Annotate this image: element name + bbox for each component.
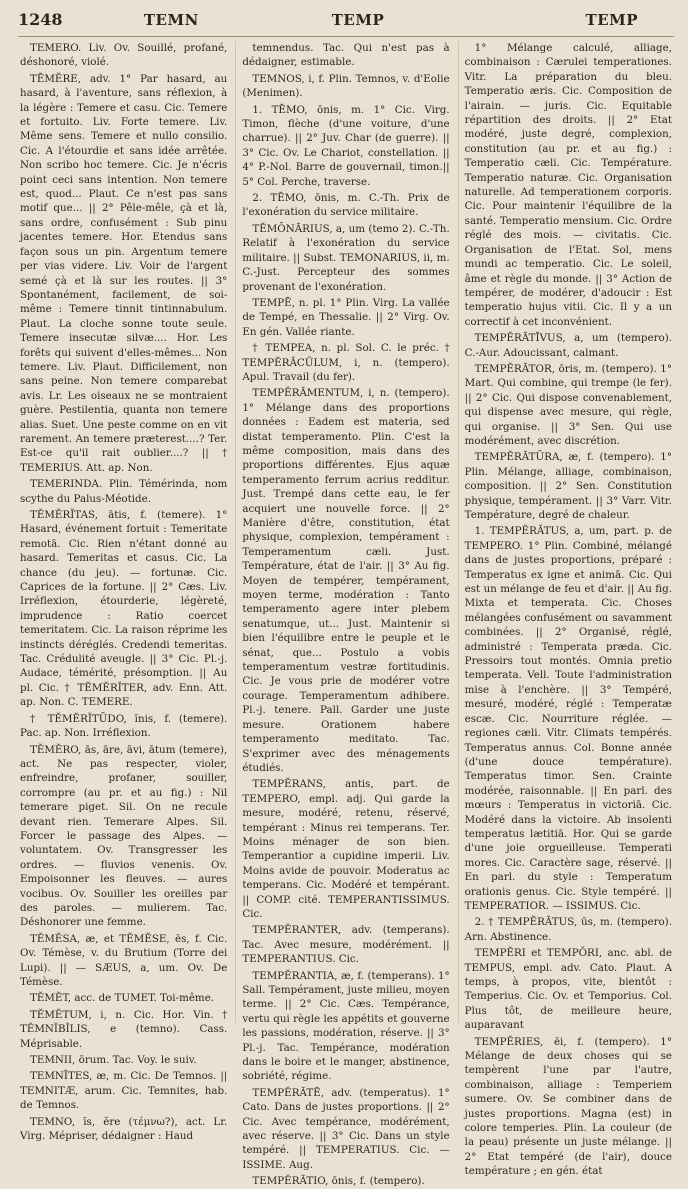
dictionary-entry: TEMPĔRANS, antis, part. de TEMPERO, empl. adj. Qui garde la mesure, modéré, retenu, réservé, tempérant : Minus rei temperans. Ter. Moins ménager de son bien. Temperantior a cupidine imperii. Liv. Moins avide de pouvoir. Moderatus ac temperans. Cic. Modéré et tempérant. || COMP. cité. TEMPERANTISSIMUS. Cic.: [242, 778, 450, 920]
left-headword: TEMN: [143, 11, 199, 29]
column-middle: [235, 41, 451, 1188]
dictionary-entry: TEMPĔRĀTŪRA, æ, f. (tempero). 1° Plin. Mélange, alliage, combinaison, composition. || 2° Sen. Constitution physique, tempérament. || 3° Varr. Vitr. Température, degré de chaleur.: [464, 451, 672, 521]
dictionary-entry: TEMPĔRANTIA, æ, f. (temperans). 1° Sall. Tempérament, juste milieu, moyen terme. || 2° Cic. Cæs. Tempérance, vertu qui règle les appétits et gouverne les passions, modération, réserve. || 3° Pl.-j. Tac. Tempérance, modération dans le boire et le manger, abstinence, sobriété, régime.: [242, 969, 450, 1083]
page-header: [18, 10, 674, 37]
dictionary-entry: TĒMĔRE, adv. 1° Par hasard, au hasard, à l'aventure, sans réflexion, à la légère : Temere et casu. Cic. Temere et fortuito. Liv. Forte temere. Liv. Même sens. Temere et nullo consilio. Cic. A l'étourdie et sans idée arrêtée. Non scribo hoc temere. Cic. Je n'écris point ceci sans intention. Non temere est, quod... Plaut. Ce n'est pas sans motif que... || 2° Pêle-mêle, çà et là, sans ordre, confusément : Sub pinu jacentes temere. Hor. Etendus sans façon sous un pin. Argentum temere per vias videre. Liv. Voir de l'argent semé çà et là sur les routes. || 3° Spontanément, facilement, de soi-même : Temere tinnit tintinnabulum. Plaut. La cloche sonne toute seule. Temere insecutæ silvæ.... Hor. Les forêts qui suivent d'elles-mêmes... Non temere. Liv. Plaut. Difficilement, non sans peine. Non temere comparebat avis. Lr. Les oiseaux ne se montraient guère. Pestilentia, quanta non temere alias. Suet. Une peste comme on en vit rarement. An temere præterest....? Ter. Est-ce qu'il rait oublier....? || † TEMERIUS. Att. ap. Non.: [20, 72, 228, 474]
dictionary-entry: † TEMPEA, n. pl. Sol. C. le préc. † TEMPĔRĀCŬLUM, i, n. (tempero). Apul. Travail (du fer).: [242, 342, 450, 383]
dictionary-entry: TEMPĔRĀTIO, ōnis, f. (tempero).: [252, 1175, 425, 1188]
dictionary-entry: TEMPĔRIES, ēi, f. (tempero). 1° Mélange de deux choses qui se tempèrent l'une par l'autre, combinaison, alliage : Temperiem sumere. Ov. Se combiner dans de justes proportions. Magna (est) in colore temperies. Plin. La couleur (de la peau) présente un juste mélange. || 2° Etat tempéré (de l'air), douce température ; en gén. état: [464, 1035, 672, 1178]
dictionary-entry: TĔMĔSA, æ, et TĔMĔSE, ēs, f. Cic. Ov. Témèse, v. du Brutium (Torre dei Lupi). || — SÆUS, a, um. Ov. De Témèse.: [20, 932, 228, 988]
dictionary-entry: TEMPĔRĀMENTUM, i, n. (tempero). 1° Mélange dans des proportions données : Eadem est materia, sed distat temperamento. Plin. C'est la même composition, mais dans des proportions différentes. Ejus aquæ temperamento ferrum acrius redditur. Just. Trempé dans cette eau, le fer acquiert une nouvelle force. || 2° Manière d'être, constitution, état physique, complexion, tempérament : Temperamentum cæli. Just. Température, état de l'air. || 3° Au fig. Moyen de tempérer, tempérament, moyen terme, modération : Tanto temperamento agere inter plebem senatumque, ut... Just. Maintenir si bien l'équilibre entre le peuple et le sénat, que... Postulo a vobis temperamentum vestræ fortitudinis. Cic. Je vous prie de modérer votre courage. Temperamentum adhibere. Pl.-j. tenere. Pall. Garder une juste mesure. Orationem habere temperamento meditato. Tac. S'exprimer avec des ménagements étudiés.: [242, 387, 450, 774]
dictionary-entry: TEMPĔRĀTĪVUS, a, um (tempero). C.-Aur. Adoucissant, calmant.: [464, 332, 672, 359]
column-right: [458, 41, 674, 1178]
dictionary-entry: TEMNO, ĭs, ĕre (τέμνω?), act. Lr. Virg. Mépriser, dédaigner : Haud: [20, 1115, 228, 1143]
dictionary-entry: TĔMĔT, acc. de TUMET. Toi-même.: [30, 992, 215, 1005]
dictionary-entry: 2. TĒMO, ōnis, m. C.-Th. Prix de l'exonération du service militaire.: [242, 192, 450, 219]
dictionary-entry: 2. † TEMPĔRĀTUS, ūs, m. (tempero). Arn. Abstinence.: [464, 916, 672, 943]
dictionary-entry: 1. TĒMO, ōnis, m. 1° Cic. Virg. Timon, flèche (d'une voiture, d'une charrue). || 2° Juv. Char (de guerre). || 3° Cic. Ov. Le Chariot, constellation. || 4° P.-Nol. Barre de gouvernail, timon.|| 5° Col. Perche, traverse.: [242, 103, 450, 188]
dictionary-entry: temnendus. Tac. Qui n'est pas à dédaigner, estimable.: [242, 42, 450, 69]
dictionary-entry: TEMERO. Liv. Ov. Souillé, profané, déshonoré, violé.: [20, 42, 228, 69]
dictionary-entry: TĒMŌNĀRIUS, a, um (temo 2). C.-Th. Relatif à l'exonération du service militaire. || Subst. TEMONARIUS, ii, m. C.-Just. Percepteur des sommes provenant de l'exonération.: [242, 222, 450, 293]
columns: [18, 41, 674, 1188]
dictionary-entry: 1. TEMPĔRĀTUS, a, um, part. p. de TEMPERO. 1° Plin. Combiné, mélangé dans de justes proportions, préparé : Temperatus ex igne et animā. Cic. Qui est un mélange de feu et d'air. || Au fig. Mixta et temperata. Cic. Choses mélangées confusément ou savamment combinées. || 2° Organisé, réglé, administré : Temperata præda. Cic. Pressoirs tout montés. Omnia pretio temperata. Vell. Toute l'administration mise à l'enchère. || 3° Tempéré, mesuré, modéré, réglé : Temperatæ escæ. Cic. Nourriture réglée. — regiones cæli. Vitr. Climats tempérés. Temperatus annus. Col. Bonne année (d'une douce température). Temperatus timor. Sen. Crainte modérée, raisonnable. || En parl. des mœurs : Temperatus in victoriā. Cic. Modéré dans la victoire. Ab insolenti temperatus lætitiā. Hor. Qui se garde d'une joie orgueilleuse. Temperati mores. Cic. Caractère sage, réservé. || En parl. du style : Temperatum orationis genus. Cic. Style tempéré. || TEMPERATIOR. — ISSIMUS. Cic.: [464, 525, 672, 912]
dictionary-entry: TĔMĔTUM, i, n. Cic. Hor. Vin. † TĔMNĬBĬLIS, e (temno). Cass. Méprisable.: [20, 1008, 228, 1050]
dictionary-entry: † TĔMĔRĬTŪDO, ĭnis, f. (temere). Pac. ap. Non. Irréflexion.: [20, 712, 228, 740]
dictionary-entry: TEMPĔRĀTOR, ōris, m. (tempero). 1° Mart. Qui combine, qui trempe (le fer). || 2° Cic. Qui dispose convenablement, qui dispense avec mesure, qui règle, qui organise. || 3° Sen. Qui use modérément, avec discrétion.: [464, 362, 672, 447]
dictionary-entry: TEMERINDA. Plin. Témérinda, nom scythe du Palus-Méotide.: [20, 478, 228, 505]
dictionary-entry: TEMPĔRANTER, adv. (temperans). Tac. Avec mesure, modérément. || TEMPERANTIUS. Cic.: [242, 924, 450, 966]
dictionary-entry: TEMNĪTES, æ, m. Cic. De Temnos. || TEMNITÆ, arum. Cic. Temnites, hab. de Temnos.: [20, 1070, 228, 1112]
dictionary-entry: TEMPĒ, n. pl. 1° Plin. Virg. La vallée de Tempé, en Thessalie. || 2° Virg. Ov. En gén. Vallée riante.: [242, 296, 450, 338]
center-headword: TEMP: [331, 11, 385, 29]
dictionary-entry: TĔMĔRO, ās, āre, āvi, ātum (temere), act. Ne pas respecter, violer, enfreindre, profaner, souiller, corrompre (au pr. et au fig.) : Nil temerare piget. Sil. On ne recule devant rien. Temerare Alpes. Sil. Forcer le passage des Alpes. — voluntatem. Ov. Transgresser les ordres. — fluvios venenis. Ov. Empoisonner les fleuves. — aures vocibus. Ov. Souiller les oreilles par des paroles. — mulierem. Tac. Déshonorer une femme.: [20, 743, 228, 929]
dictionary-entry: TEMPĔRI et TEMPŎRI, anc. abl. de TEMPUS, empl. adv. Cato. Plaut. A temps, à propos, vite, bientôt : Temperius. Cic. Ov. et Temporius. Col. Plus tôt, de meilleure heure, auparavant: [464, 947, 672, 1032]
dictionary-entry: TEMNOS, i, f. Plin. Temnos, v. d'Eolie (Menimen).: [242, 72, 450, 100]
dictionary-entry: 1° Mélange calculé, alliage, combinaison : Cærulei temperationes. Vitr. La préparation du bleu. Temperatio æris. Cic. Composition de l'airain. — juris. Cic. Equitable répartition des droits. || 2° Etat modéré, juste degré, complexion, constitution (au pr. et au fig.) : Temperatio cæli. Cic. Température. Temperatio naturæ. Cic. Organisation naturelle. Ad temperationem corporis. Cic. Pour maintenir l'équilibre de la santé. Temperatio mensium. Cic. Ordre réglé des mois. — civitatis. Cic. Organisation de l'Etat. Sol, mens mundi ac temperatio. Cic. Le soleil, âme et règle du monde. || 3° Action de tempérer, de modérer, d'adoucir : Est temperatio hujus vitii. Cic. Il y a un correctif à cet inconvénient.: [464, 42, 672, 328]
page-number: 1248: [18, 10, 63, 29]
dictionary-entry: TEMNII, ōrum. Tac. Voy. le suiv.: [30, 1054, 197, 1067]
right-headword: TEMP: [585, 11, 639, 29]
column-left: [18, 41, 229, 1143]
dictionary-entry: TĔMĔRĬTAS, ātis, f. (temere). 1° Hasard, événement fortuit : Temeritate remotā. Cic. Rien n'étant donné au hasard. Temeritas et casus. Cic. La chance (du jeu). — fortunæ. Cic. Caprices de la fortune. || 2° Cæs. Liv. Irréflexion, étourderie, légèreté, imprudence : Ratio coercet temeritatem. Cic. La raison réprime les instincts déréglés. Credendi temeritas. Tac. Crédulité aveugle. || 3° Cic. Pl.-j. Audace, témérité, présomption. || Au pl. Cic. † TĔMĔRĬTER, adv. Enn. Att. ap. Non. C. TEMERE.: [20, 509, 228, 709]
dictionary-entry: TEMPĔRĀTĒ, adv. (temperatus). 1° Cato. Dans de justes proportions. || 2° Cic. Avec tempérance, modérément, avec réserve. || 3° Cic. Dans un style tempéré. || TEMPERATIUS. Cic. — ISSIME. Aug.: [242, 1086, 450, 1171]
